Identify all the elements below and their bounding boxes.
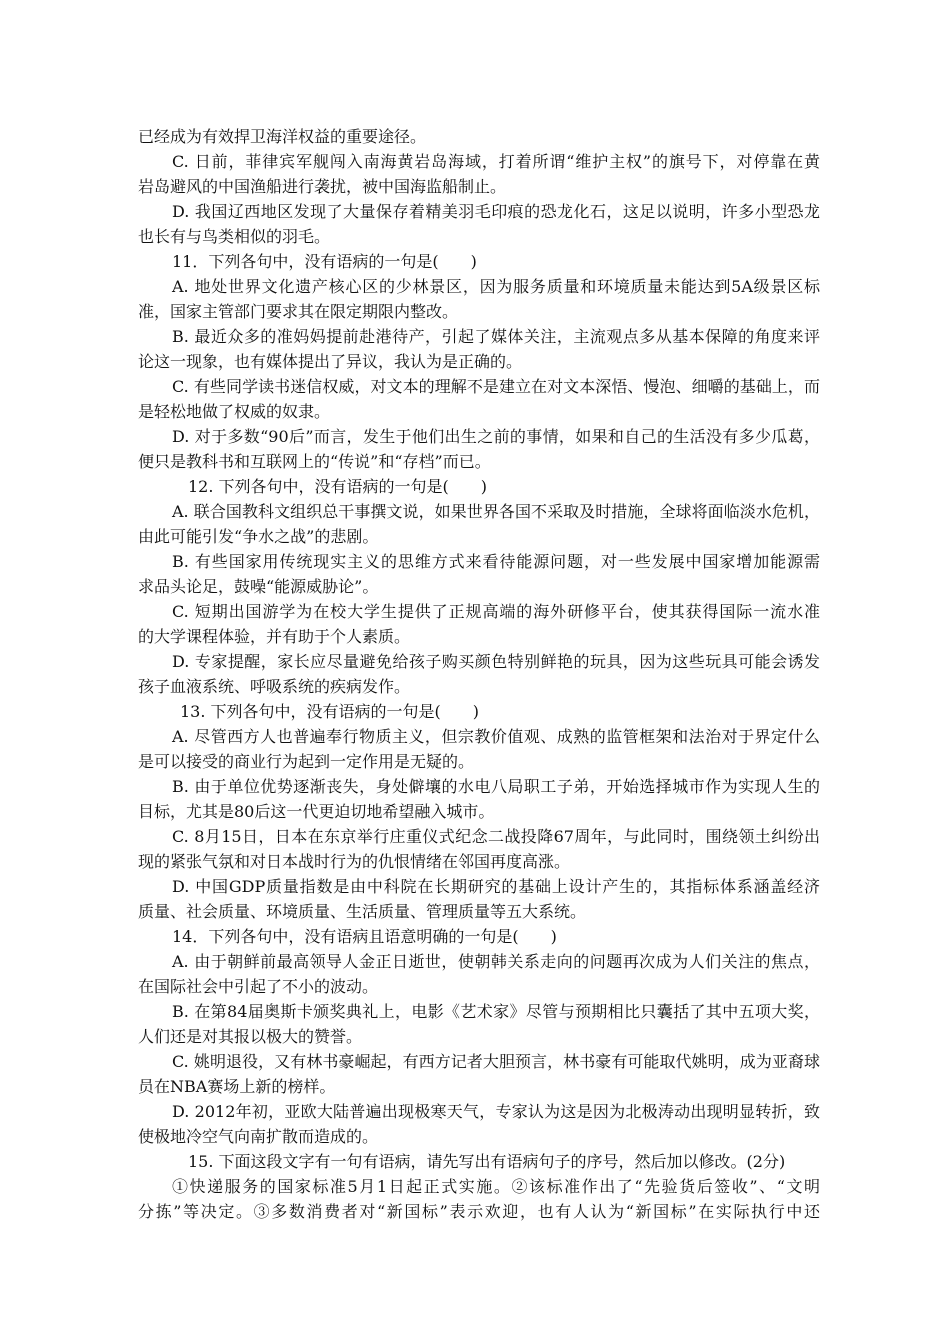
text-line: 便只是教科书和互联网上的“传说”和“存档”而已。: [138, 452, 491, 471]
text-line: 在国际社会中引起了不小的波动。: [138, 977, 379, 996]
text-line: 11．下列各句中，没有语病的一句是( ): [172, 252, 477, 271]
text-line: C. 短期出国游学为在校大学生提供了正规高端的海外研修平台，使其获得国际一流水准: [172, 602, 820, 621]
text-line: C. 有些同学读书迷信权威，对文本的理解不是建立在对文本深悟、慢泡、细嚼的基础上，而: [172, 377, 820, 396]
text-line: C. 日前，菲律宾军舰闯入南海黄岩岛海域，打着所谓“维护主权”的旗号下，对停靠在黄: [172, 152, 820, 171]
text-line: 目标，尤其是80后这一代更迫切地希望融入城市。: [138, 802, 495, 821]
text-line: A. 由于朝鲜前最高领导人金正日逝世，使朝韩关系走向的问题再次成为人们关注的焦点，: [172, 952, 820, 971]
text-line: 人们还是对其报以极大的赞誉。: [138, 1027, 363, 1046]
text-line: B. 由于单位优势逐渐丧失，身处僻壤的水电八局职工子弟，开始选择城市作为实现人生的: [172, 777, 820, 796]
text-line: 论这一现象，也有媒体提出了异议，我认为是正确的。: [138, 352, 523, 371]
text-line: B. 在第84届奥斯卡颁奖典礼上，电影《艺术家》尽管与预期相比只囊括了其中五项大奖，: [172, 1002, 820, 1021]
text-line: B. 有些国家用传统现实主义的思维方式来看待能源问题，对一些发展中国家增加能源需: [172, 552, 820, 571]
text-line: 也长有与鸟类相似的羽毛。: [138, 227, 331, 246]
text-line: D. 对于多数“90后”而言，发生于他们出生之前的事情，如果和自己的生活没有多少瓜葛，: [172, 427, 820, 446]
text-line: 12. 下列各句中，没有语病的一句是( ): [188, 477, 488, 496]
document-body: [138, 124, 820, 1224]
text-line: A. 尽管西方人也普遍奉行物质主义，但宗教价值观、成熟的监管框架和法治对于界定什么: [172, 727, 820, 746]
text-line: 是可以接受的商业行为起到一定作用是无疑的。: [138, 752, 475, 771]
text-line: 分拣”等决定。③多数消费者对“新国标”表示欢迎，也有人认为“新国标”在实际执行中还: [138, 1202, 820, 1221]
text-line: D. 专家提醒，家长应尽量避免给孩子购买颜色特别鲜艳的玩具，因为这些玩具可能会诱发: [172, 652, 820, 671]
text-line: ①快递服务的国家标准5月1日起正式实施。②该标准作出了“先验货后签收”、“文明: [172, 1177, 820, 1196]
text-line: 孩子血液系统、呼吸系统的疾病发作。: [138, 677, 411, 696]
text-line: 员在NBA赛场上新的榜样。: [138, 1077, 336, 1096]
text-line: 准，国家主管部门要求其在限定期限内整改。: [138, 302, 459, 321]
text-line: 现的紧张气氛和对日本战时行为的仇恨情绪在邻国再度高涨。: [138, 852, 571, 871]
text-line: 已经成为有效捍卫海洋权益的重要途径。: [138, 127, 427, 146]
text-line: 由此可能引发“争水之战”的悲剧。: [138, 527, 379, 546]
text-line: 岩岛避风的中国渔船进行袭扰，被中国海监船制止。: [138, 177, 507, 196]
text-line: C. 姚明退役，又有林书豪崛起，有西方记者大胆预言，林书豪有可能取代姚明，成为亚裔球: [172, 1052, 820, 1071]
text-line: 使极地冷空气向南扩散而造成的。: [138, 1127, 379, 1146]
text-line: D. 我国辽西地区发现了大量保存着精美羽毛印痕的恐龙化石，这足以说明，许多小型恐龙: [172, 202, 820, 221]
text-line: 15. 下面这段文字有一句有语病，请先写出有语病句子的序号，然后加以修改。(2分): [188, 1152, 786, 1171]
text-line: 的大学课程体验，并有助于个人素质。: [138, 627, 411, 646]
text-line: 求品头论足，鼓噪“能源威胁论”。: [138, 577, 379, 596]
text-line: 14．下列各句中，没有语病且语意明确的一句是( ): [172, 927, 557, 946]
text-line: C. 8月15日，日本在东京举行庄重仪式纪念二战投降67周年，与此同时，围绕领土纠纷出: [172, 827, 820, 846]
text-line: D. 中国GDP质量指数是由中科院在长期研究的基础上设计产生的，其指标体系涵盖经济: [172, 877, 820, 896]
text-line: A. 地处世界文化遗产核心区的少林景区，因为服务质量和环境质量未能达到5A级景区标: [172, 277, 820, 296]
text-line: B. 最近众多的准妈妈提前赴港待产，引起了媒体关注，主流观点多从基本保障的角度来评: [172, 327, 820, 346]
text-line: A. 联合国教科文组织总干事撰文说，如果世界各国不采取及时措施，全球将面临淡水危机，: [172, 502, 820, 521]
text-line: 13. 下列各句中，没有语病的一句是( ): [180, 702, 480, 721]
text-line: D. 2012年初，亚欧大陆普遍出现极寒天气，专家认为这是因为北极涛动出现明显转折，致: [172, 1102, 820, 1121]
text-line: 质量、社会质量、环境质量、生活质量、管理质量等五大系统。: [138, 902, 587, 921]
text-line: 是轻松地做了权威的奴隶。: [138, 402, 331, 421]
